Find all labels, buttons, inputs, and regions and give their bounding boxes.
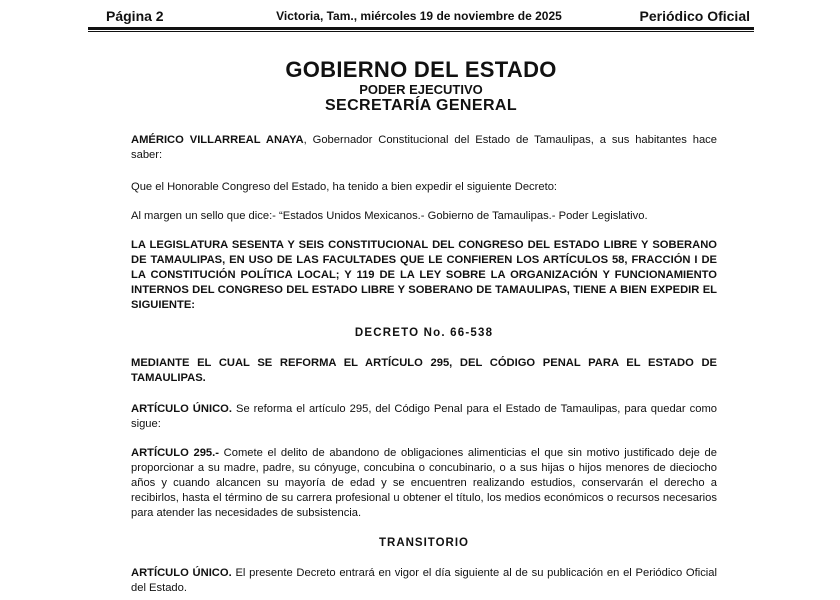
- reform-heading: MEDIANTE EL CUAL SE REFORMA EL ARTÍCULO 295, DEL CÓDIGO PENAL PARA EL ESTADO DE TAMAULIPAS.: [131, 357, 717, 384]
- document-subtitle-secretariat: SECRETARÍA GENERAL: [324, 97, 518, 114]
- intro-paragraph: [131, 133, 717, 163]
- article-295-label: ARTÍCULO 295.-: [131, 447, 219, 459]
- transitorio-heading: TRANSITORIO: [378, 537, 469, 549]
- page-number: Página 2: [106, 8, 164, 24]
- article-unico-paragraph: [131, 402, 717, 432]
- page-header: [88, 6, 750, 26]
- decree-number: DECRETO No. 66-538: [354, 327, 494, 339]
- transitorio-paragraph: [131, 566, 717, 596]
- transitorio-text: El presente Decreto entrará en vigor el día siguiente al de su publicación en el Periódico Oficial del Estado.: [131, 567, 718, 594]
- header-rule-thick: [88, 27, 754, 30]
- article-unico-label: ARTÍCULO ÚNICO.: [131, 403, 232, 415]
- publication-name: Periódico Oficial: [639, 8, 750, 24]
- document-subtitle-executive: PODER EJECUTIVO: [359, 82, 483, 97]
- congress-paragraph: Que el Honorable Congreso del Estado, ha tenido a bien expedir el siguiente Decreto:: [131, 181, 558, 193]
- intro-text: , Gobernador Constitucional del Estado de Tamaulipas, a sus habitantes hace saber:: [131, 134, 717, 161]
- transitorio-label: ARTÍCULO ÚNICO.: [131, 567, 232, 579]
- publication-date: Victoria, Tam., miércoles 19 de noviembre de 2025: [276, 9, 562, 23]
- article-unico-text: Se reforma el artículo 295, del Código Penal para el Estado de Tamaulipas, para quedar como sigue:: [131, 403, 717, 430]
- document-title: GOBIERNO DEL ESTADO: [285, 57, 557, 82]
- article-295-text: Comete el delito de abandono de obligaciones alimenticias el que sin motivo justificado deje de proporcionar a su madre, padre, su cónyuge, concubina o concubinario, o a sus hijas o hijos menores de dieciocho años y cuando alcancen su mayoría de edad y se encuentren realizando estudios, conservarán el derecho a recibirlos, hasta el término de su carrera profesional u obtener el título, los medios económicos o recursos necesarios para atender las necesidades de subsistencia.: [131, 447, 718, 519]
- header-rule-thin: [88, 31, 754, 32]
- seal-paragraph: Al margen un sello que dice:- “Estados Unidos Mexicanos.- Gobierno de Tamaulipas.- Poder Legislativo.: [131, 210, 648, 222]
- legislature-paragraph: LA LEGISLATURA SESENTA Y SEIS CONSTITUCIONAL DEL CONGRESO DEL ESTADO LIBRE Y SOBERANO DE TAMAULIPAS, EN USO DE LAS FACULTADES QUE LE CONFIEREN LOS ARTÍCULOS 58, FRACCIÓN I DE LA CONSTITUCIÓN POLÍTICA LOCAL; Y 119 DE LA LEY SOBRE LA ORGANIZACIÓN Y FUNCIONAMIENTO INTERNOS DEL CONGRESO DEL ESTADO LIBRE Y SOBERANO DE TAMAULIPAS, TIENE A BIEN EXPEDIR EL SIGUIENTE:: [131, 239, 717, 311]
- article-295-paragraph: [131, 446, 717, 521]
- governor-name: AMÉRICO VILLARREAL ANAYA: [131, 134, 304, 146]
